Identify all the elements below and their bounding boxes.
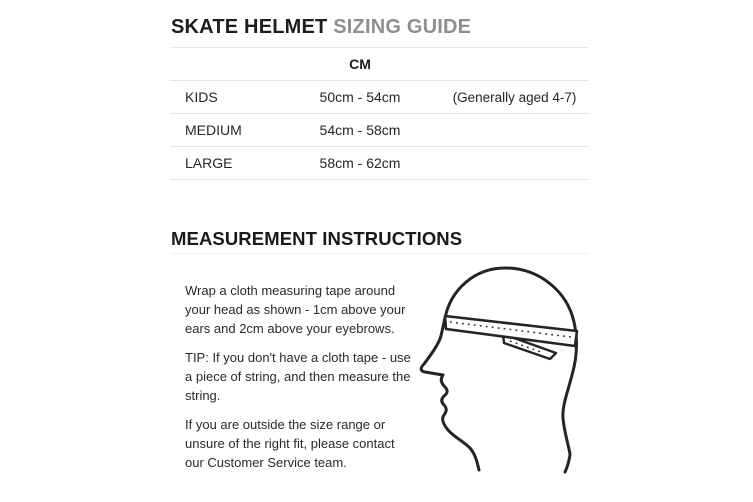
instruction-paragraph: Wrap a cloth measuring tape around your head as shown - 1cm above your ears and 2cm above your eyebrows. xyxy=(185,283,406,336)
size-range: 58cm - 62cm xyxy=(319,155,401,171)
size-label: LARGE xyxy=(185,155,233,171)
size-range: 50cm - 54cm xyxy=(319,89,401,105)
size-range: 54cm - 58cm xyxy=(319,122,401,138)
instruction-paragraph: If you are outside the size range or unsure of the right fit, please contact our Customer Service team. xyxy=(185,417,395,470)
instruction-paragraph: TIP: If you don't have a cloth tape - use a piece of string, and then measure the string. xyxy=(185,350,411,403)
head-outline xyxy=(421,268,576,472)
table-row xyxy=(170,81,589,114)
size-label: KIDS xyxy=(185,89,218,105)
size-note: (Generally aged 4-7) xyxy=(452,89,577,105)
table-row xyxy=(170,114,589,147)
page-title-secondary: SIZING GUIDE xyxy=(333,16,472,38)
instructions-text xyxy=(185,281,415,472)
table-header-row xyxy=(170,48,589,81)
page-title-primary: SKATE HELMET xyxy=(171,16,328,38)
table-row xyxy=(170,147,589,180)
size-table xyxy=(170,48,589,180)
head-profile-measuring-tape-illustration xyxy=(415,256,591,502)
size-label: MEDIUM xyxy=(185,122,242,138)
measurement-instructions-heading: MEASUREMENT INSTRUCTIONS xyxy=(171,228,589,254)
column-header-cm: CM xyxy=(349,56,371,72)
page-title xyxy=(170,0,589,48)
